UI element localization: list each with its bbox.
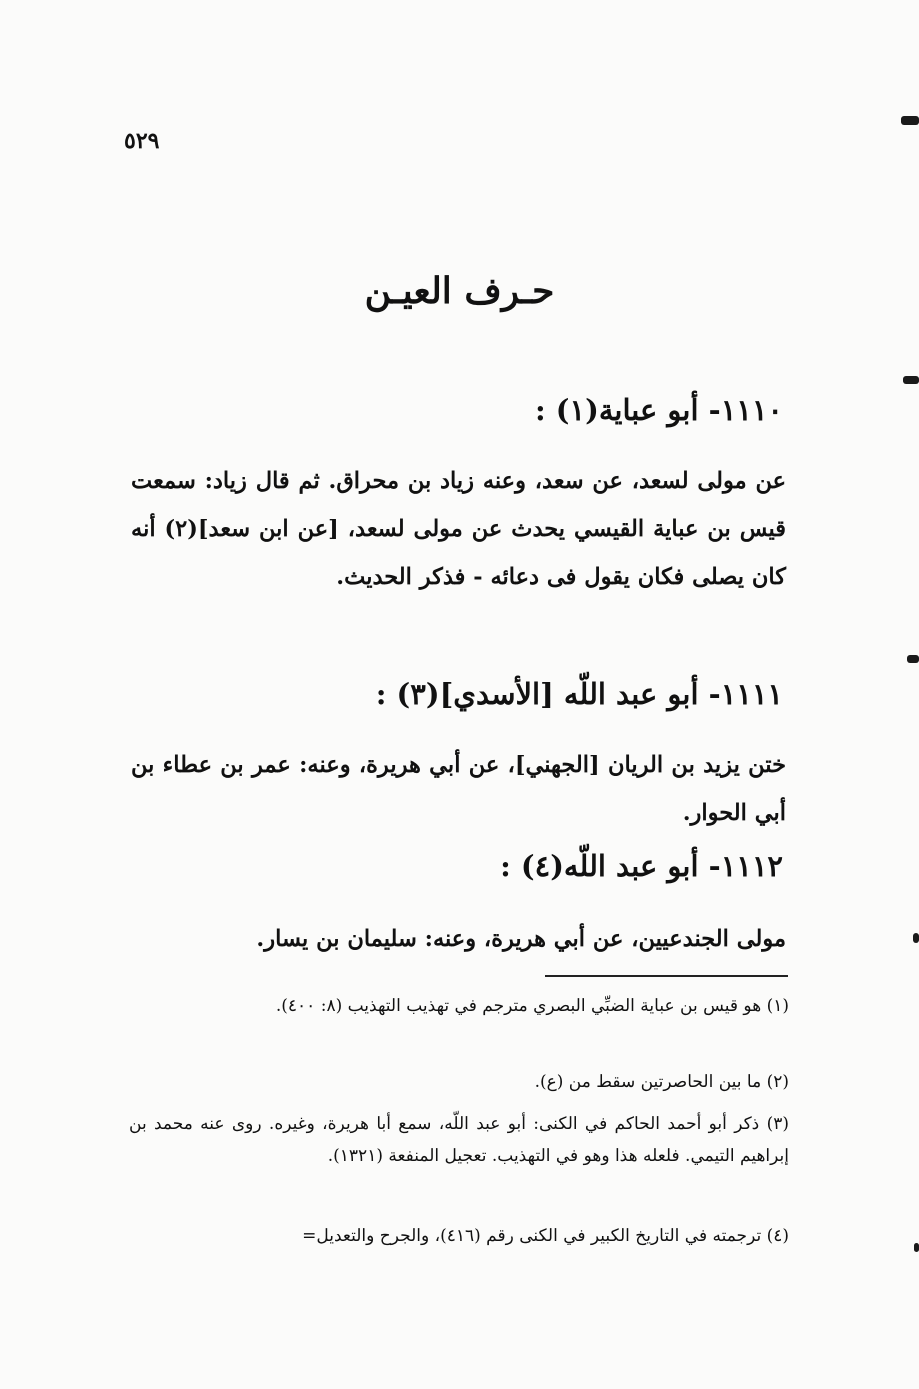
entry-heading-1111: ١١١١- أبو عبد اللّه [الأسدي](٣) : (375, 677, 783, 711)
page-number: ٥٢٩ (124, 128, 160, 154)
chapter-title: حـرف العيـن (364, 270, 555, 312)
margin-tab-mark (913, 933, 919, 943)
footnote-3: (٣) ذكر أبو أحمد الحاكم في الكنى: أبو عبد اللّه، سمع أبا هريرة، وغيره. روى عنه محمد بن إبراهيم التيمي. فلعله هذا وهو في التهذيب. تعجيل المنفعة (١٣٢١). (129, 1114, 789, 1166)
entry-heading-1112: ١١١٢- أبو عبد اللّه(٤) : (500, 849, 783, 883)
margin-tab-mark (907, 655, 919, 663)
margin-tab-mark (901, 116, 919, 125)
entry-body-1112: مولى الجندعيين، عن أبي هريرة، وعنه: سليمان بن يسار. (256, 926, 786, 952)
footnote-4: (٤) ترجمته في التاريخ الكبير في الكنى رقم (٤١٦)، والجرح والتعديل= (302, 1226, 789, 1246)
entry-heading-1110: ١١١٠- أبو عباية(١) : (535, 393, 783, 427)
footnote-2: (٢) ما بين الحاصرتين سقط من (ع). (534, 1072, 789, 1092)
footnote-divider (545, 975, 788, 977)
entry-body-1110: عن مولى لسعد، عن سعد، وعنه زياد بن محراق. ثم قال زياد: سمعت قيس بن عباية القيسي يحدث عن مولى لسعد، [عن ابن سعد](٢) أنه كان يصلى فكان يقول فى دعائه - فذكر الحديث. (131, 468, 786, 590)
entry-body-1111: ختن يزيد بن الريان [الجهني]، عن أبي هريرة، وعنه: عمر بن عطاء بن أبي الحوار. (131, 752, 786, 826)
footnote-1: (١) هو قيس بن عباية الضبِّي البصري مترجم في تهذيب التهذيب (٨: ٤٠٠). (275, 996, 789, 1016)
margin-tab-mark (903, 376, 919, 384)
margin-tab-mark (914, 1243, 919, 1252)
